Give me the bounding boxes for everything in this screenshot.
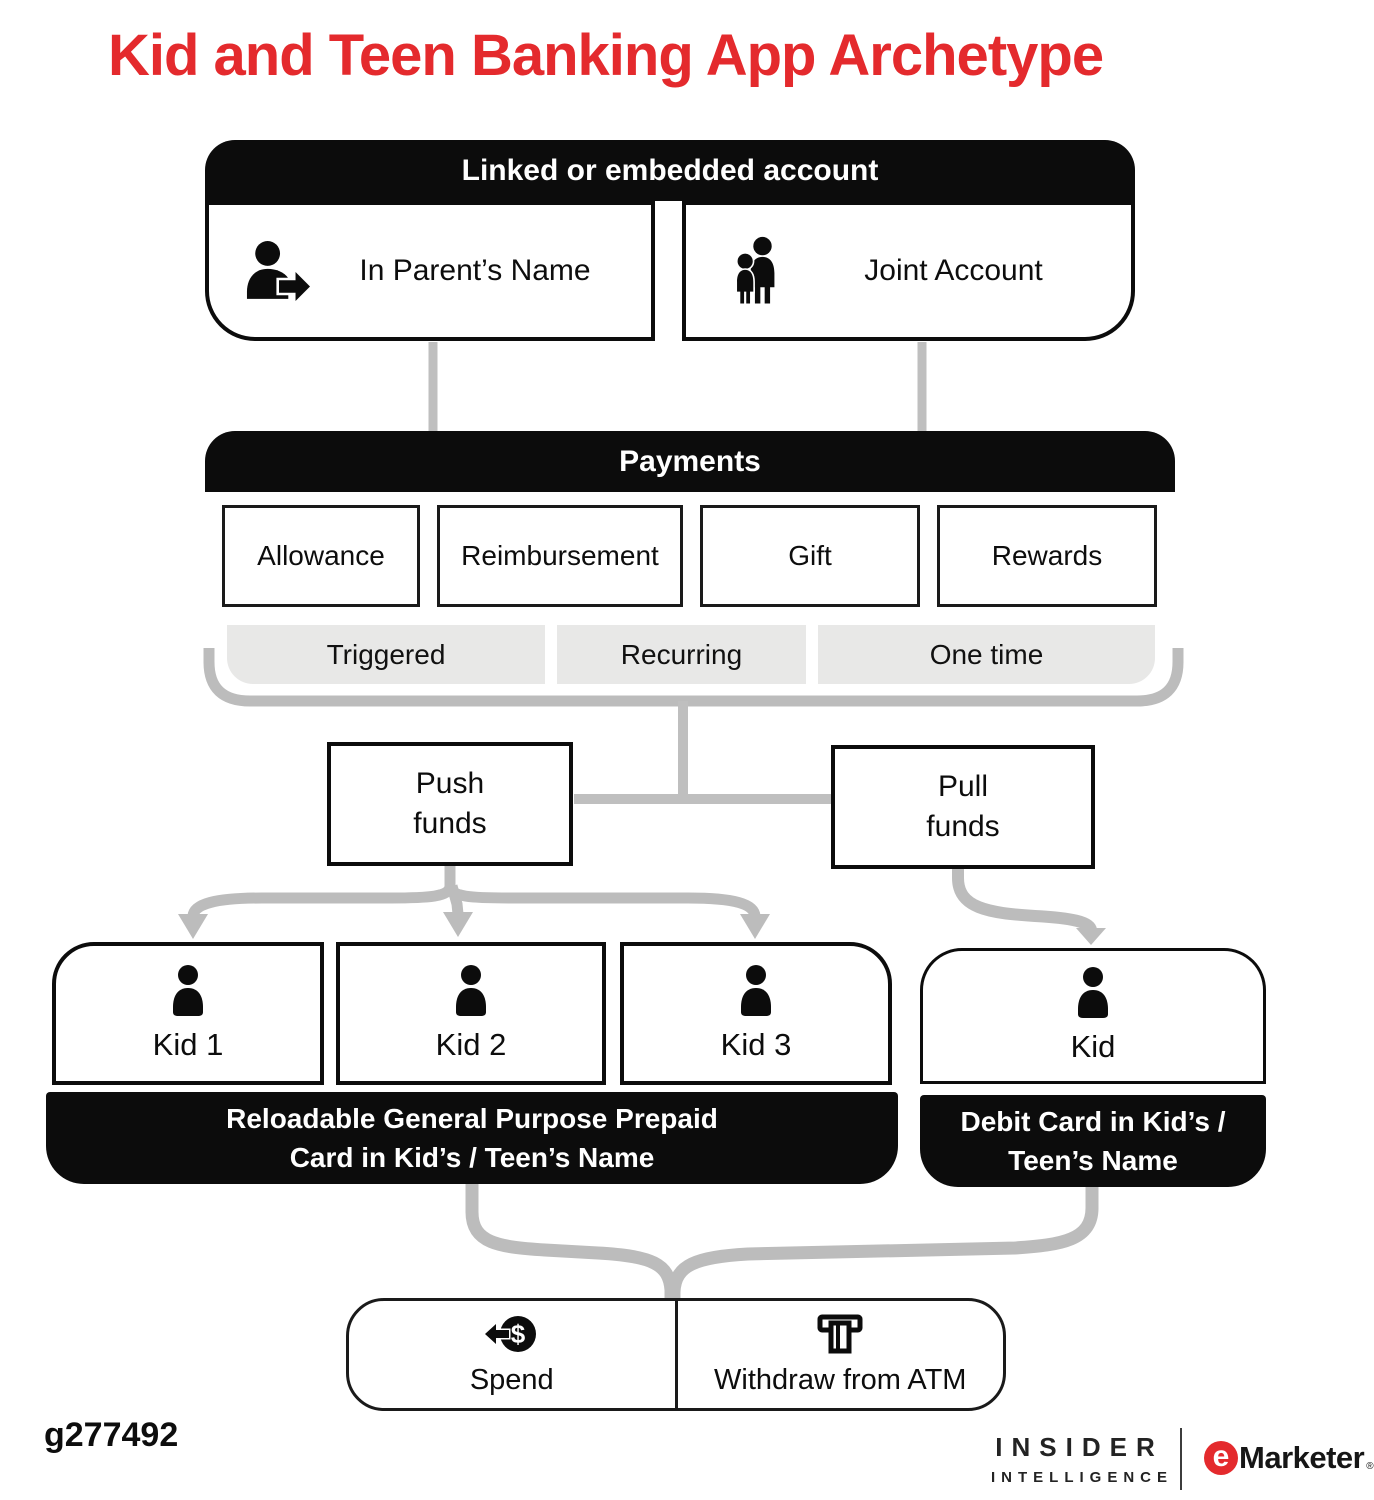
prepaid-card-line2: Card in Kid’s / Teen’s Name [289, 1142, 655, 1173]
person-icon [447, 965, 495, 1017]
debit-card-bar [920, 1095, 1266, 1187]
withdraw-atm-cell [678, 1301, 1004, 1408]
debit-card-line1: Debit Card in Kid’s / [960, 1105, 1226, 1137]
frequency-one-time: One time [818, 625, 1155, 684]
spend-cell [349, 1301, 678, 1408]
kid-box [920, 948, 1266, 1084]
emarketer-wordmark: Marketer [1239, 1440, 1365, 1475]
chart-id: g277492 [44, 1416, 179, 1454]
person-arrow-icon [209, 240, 349, 302]
payment-type-rewards: Rewards [937, 505, 1157, 607]
kid-label: Kid [1070, 1029, 1116, 1064]
push-funds-line1: Push [415, 767, 485, 801]
prepaid-card-line1: Reloadable General Purpose Prepaid [226, 1102, 718, 1134]
brand-divider [1180, 1428, 1182, 1490]
in-parents-name-label: In Parent’s Name [359, 254, 591, 287]
joint-account-icon [686, 236, 826, 306]
kid-2-box [336, 942, 606, 1085]
spend-label: Spend [469, 1364, 554, 1396]
payment-type-gift: Gift [700, 505, 920, 607]
in-parents-name-box [205, 201, 655, 341]
emarketer-e-icon: e [1204, 1441, 1238, 1475]
pull-funds-line2: funds [926, 810, 1000, 843]
registered-mark: ® [1366, 1461, 1374, 1472]
atm-icon [815, 1312, 865, 1356]
insider-intelligence-logo [985, 1432, 1174, 1486]
person-icon [1069, 967, 1117, 1019]
joint-account-label: Joint Account [864, 254, 1043, 287]
pull-funds-line1: Pull [937, 770, 989, 804]
kid-3-label: Kid 3 [720, 1026, 792, 1062]
pull-funds-box [831, 745, 1095, 869]
frequency-triggered: Triggered [227, 625, 545, 684]
kid-2-label: Kid 2 [435, 1026, 507, 1062]
spend-coin-icon [483, 1312, 541, 1356]
insider-logo-line2: INTELLIGENCE [991, 1469, 1174, 1486]
kid-3-box [620, 942, 892, 1085]
payment-type-reimbursement: Reimbursement [437, 505, 683, 607]
withdraw-atm-label: Withdraw from ATM [714, 1364, 967, 1396]
push-funds-box [327, 742, 573, 866]
debit-card-line2: Teen’s Name [1008, 1145, 1178, 1176]
person-icon [732, 965, 780, 1017]
kid-1-label: Kid 1 [152, 1026, 224, 1062]
joint-account-box [682, 201, 1135, 341]
page-title: Kid and Teen Banking App Archetype [108, 23, 1104, 88]
payments-header: Payments [205, 431, 1175, 492]
push-funds-line2: funds [413, 807, 487, 840]
actions-box [346, 1298, 1006, 1411]
emarketer-logo [1204, 1440, 1374, 1476]
insider-logo-line1: INSIDER [995, 1432, 1164, 1462]
svg-text:$: $ [510, 1319, 525, 1349]
prepaid-card-bar [46, 1092, 898, 1184]
frequency-recurring: Recurring [557, 625, 806, 684]
kid-1-box [52, 942, 324, 1085]
linked-account-header: Linked or embedded account [205, 140, 1135, 201]
person-icon [164, 965, 212, 1017]
payment-type-allowance: Allowance [222, 505, 420, 607]
